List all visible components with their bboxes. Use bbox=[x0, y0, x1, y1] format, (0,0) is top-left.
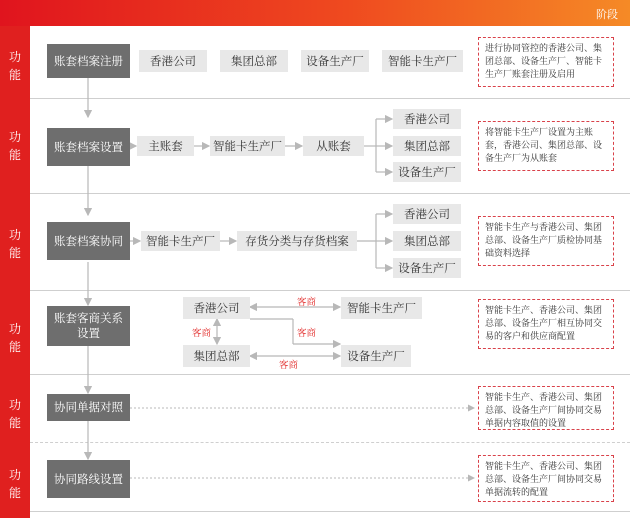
link-label: 客商 bbox=[297, 297, 317, 308]
note-registration: 进行协同管控的香港公司、集团总部、设备生产厂、智能卡生产厂账套注册及启用 bbox=[478, 37, 614, 87]
node-smartcard-factory: 智能卡生产厂 bbox=[341, 297, 422, 319]
stage-label: 阶段 bbox=[596, 8, 618, 21]
target-hk-company: 香港公司 bbox=[393, 204, 461, 224]
note-archive-sync: 智能卡生产与香港公司、集团总部、设备生产厂质检协同基础资料选择 bbox=[478, 216, 614, 266]
target-equipment-factory: 设备生产厂 bbox=[393, 162, 461, 182]
link-label: 客商 bbox=[192, 328, 212, 339]
entity-hk-company: 香港公司 bbox=[139, 50, 207, 72]
smartcard-factory: 智能卡生产厂 bbox=[210, 136, 285, 156]
node-equipment-factory: 设备生产厂 bbox=[341, 345, 411, 367]
note-partner-relation: 智能卡生产、香港公司、集团总部、设备生产厂相互协同交易的客户和供应商配置 bbox=[478, 299, 614, 349]
link-label: 客商 bbox=[279, 360, 299, 371]
inventory-classification: 存货分类与存货档案 bbox=[237, 231, 357, 251]
smartcard-factory: 智能卡生产厂 bbox=[141, 231, 220, 251]
entity-smartcard-factory: 智能卡生产厂 bbox=[382, 50, 463, 72]
function-label-6: 功 能 bbox=[8, 468, 21, 500]
function-label-5: 功 能 bbox=[8, 398, 21, 430]
note-route-setup: 智能卡生产、香港公司、集团总部、设备生产厂间协同交易单据流转的配置 bbox=[478, 455, 614, 502]
node-group-hq: 集团总部 bbox=[183, 345, 250, 367]
main-step-route-setup: 协同路线设置 bbox=[47, 460, 130, 498]
link-label: 客商 bbox=[297, 328, 317, 339]
main-step-partner-relation: 账套客商关系设置 bbox=[47, 306, 130, 346]
main-step-account-registration: 账套档案注册 bbox=[47, 44, 130, 78]
entity-group-hq: 集团总部 bbox=[220, 50, 288, 72]
main-step-archive-sync: 账套档案协同 bbox=[47, 222, 130, 260]
target-group-hq: 集团总部 bbox=[393, 231, 461, 251]
main-step-document-mapping: 协同单据对照 bbox=[47, 394, 130, 421]
function-label-3: 功 能 bbox=[8, 228, 21, 260]
master-account: 主账套 bbox=[137, 136, 194, 156]
target-hk-company: 香港公司 bbox=[393, 109, 461, 129]
node-hk-company: 香港公司 bbox=[183, 297, 250, 319]
function-label-2: 功 能 bbox=[8, 130, 21, 162]
note-document-mapping: 智能卡生产、香港公司、集团总部、设备生产厂间协同交易单据内容取值的设置 bbox=[478, 386, 614, 430]
entity-equipment-factory: 设备生产厂 bbox=[301, 50, 369, 72]
slave-account: 从账套 bbox=[303, 136, 364, 156]
note-account-setup: 将智能卡生产厂设置为主账套，香港公司、集团总部、设备生产厂为从账套 bbox=[478, 121, 614, 171]
function-label-1: 功 能 bbox=[8, 50, 21, 82]
main-step-account-setup: 账套档案设置 bbox=[47, 128, 130, 166]
target-group-hq: 集团总部 bbox=[393, 136, 461, 156]
function-label-4: 功 能 bbox=[8, 322, 21, 354]
target-equipment-factory: 设备生产厂 bbox=[393, 258, 461, 278]
